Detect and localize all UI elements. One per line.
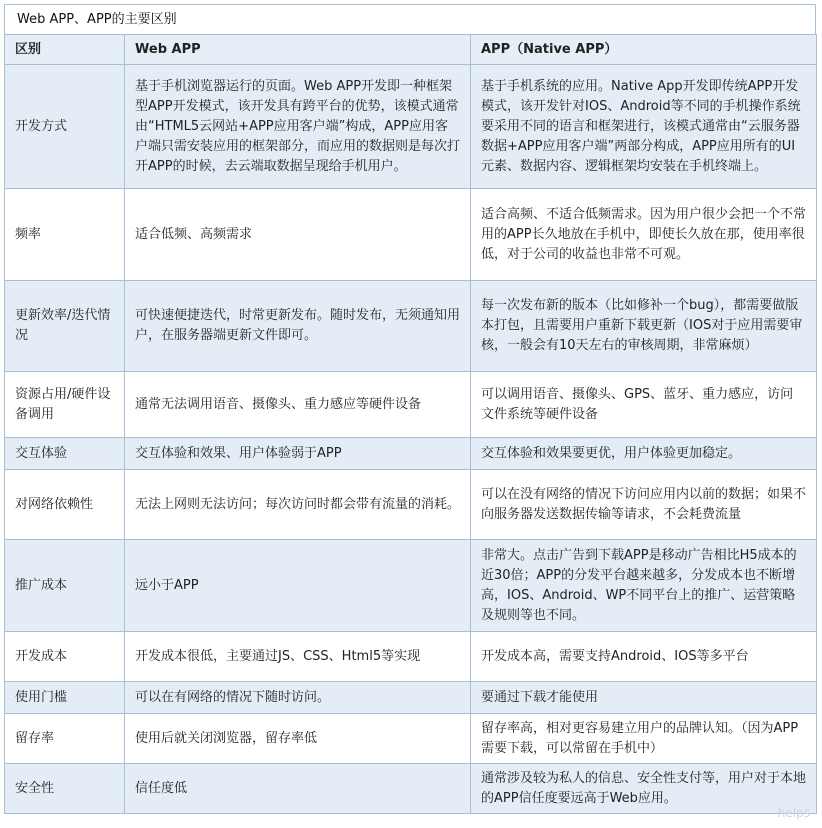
web-app-cell: 通常无法调用语音、摄像头、重力感应等硬件设备 [125, 372, 471, 438]
comparison-table [4, 34, 817, 814]
header-row [5, 35, 817, 65]
header-web-app: Web APP [125, 35, 471, 65]
row-label: 开发方式 [5, 65, 125, 189]
native-app-cell: 非常大。点击广告到下载APP是移动广告相比H5成本的近30倍；APP的分发平台越来越多，分发成本也不断增高，IOS、Android、WP不同平台上的推广、运营策略及规则等也不同。 [471, 540, 817, 632]
web-app-cell: 开发成本很低，主要通过JS、CSS、Html5等实现 [125, 632, 471, 682]
watermark: helps [777, 806, 810, 820]
web-app-cell: 使用后就关闭浏览器，留存率低 [125, 714, 471, 764]
web-app-cell: 适合低频、高频需求 [125, 189, 471, 281]
header-native-app: APP（Native APP） [471, 35, 817, 65]
table-row [5, 438, 817, 470]
table-row [5, 682, 817, 714]
web-app-cell: 交互体验和效果、用户体验弱于APP [125, 438, 471, 470]
native-app-cell: 留存率高，相对更容易建立用户的品牌认知。（因为APP需要下载，可以常留在手机中） [471, 714, 817, 764]
native-app-cell: 基于手机系统的应用。Native App开发即传统APP开发模式，该开发针对IOS、Android等不同的手机操作系统要采用不同的语言和框架进行，该模式通常由“云服务器数据+APP应用客户端”两部分构成，APP应用所有的UI元素、数据内容、逻辑框架均安装在手机终端上。 [471, 65, 817, 189]
web-app-cell: 基于手机浏览器运行的页面。Web APP开发即一种框架型APP开发模式，该开发具有跨平台的优势，该模式通常由“HTML5云网站+APP应用客户端”构成，APP应用客户端只需安装应用的框架部分，而应用的数据则是每次打开APP的时候，去云端取数据呈现给手机用户。 [125, 65, 471, 189]
web-app-cell: 信任度低 [125, 764, 471, 814]
web-app-cell: 远小于APP [125, 540, 471, 632]
native-app-cell: 要通过下载才能使用 [471, 682, 817, 714]
table-row [5, 540, 817, 632]
table-row [5, 714, 817, 764]
table-row [5, 470, 817, 540]
row-label: 更新效率/迭代情况 [5, 281, 125, 372]
table-caption: Web APP、APP的主要区别 [4, 4, 816, 34]
header-difference: 区别 [5, 35, 125, 65]
table-row [5, 281, 817, 372]
row-label: 使用门槛 [5, 682, 125, 714]
row-label: 开发成本 [5, 632, 125, 682]
native-app-cell: 可以在没有网络的情况下访问应用内以前的数据；如果不向服务器发送数据传输等请求，不会耗费流量 [471, 470, 817, 540]
row-label: 留存率 [5, 714, 125, 764]
row-label: 资源占用/硬件设备调用 [5, 372, 125, 438]
web-app-cell: 可快速便捷迭代，时常更新发布。随时发布，无须通知用户，在服务器端更新文件即可。 [125, 281, 471, 372]
native-app-cell: 每一次发布新的版本（比如修补一个bug），都需要做版本打包，且需要用户重新下载更新（IOS对于应用需要审核，一般会有10天左右的审核周期，非常麻烦） [471, 281, 817, 372]
table-row [5, 65, 817, 189]
row-label: 交互体验 [5, 438, 125, 470]
native-app-cell: 交互体验和效果要更优，用户体验更加稳定。 [471, 438, 817, 470]
table-row [5, 632, 817, 682]
native-app-cell: 开发成本高，需要支持Android、IOS等多平台 [471, 632, 817, 682]
native-app-cell: 适合高频、不适合低频需求。因为用户很少会把一个不常用的APP长久地放在手机中，即使长久放在那，使用率很低，对于公司的收益也非常不可观。 [471, 189, 817, 281]
row-label: 安全性 [5, 764, 125, 814]
table-row [5, 764, 817, 814]
native-app-cell: 通常涉及较为私人的信息、安全性支付等，用户对于本地的APP信任度要远高于Web应用。 [471, 764, 817, 814]
row-label: 对网络依赖性 [5, 470, 125, 540]
row-label: 频率 [5, 189, 125, 281]
native-app-cell: 可以调用语音、摄像头、GPS、蓝牙、重力感应，访问文件系统等硬件设备 [471, 372, 817, 438]
row-label: 推广成本 [5, 540, 125, 632]
table-row [5, 372, 817, 438]
table-row [5, 189, 817, 281]
web-app-cell: 可以在有网络的情况下随时访问。 [125, 682, 471, 714]
web-app-cell: 无法上网则无法访问；每次访问时都会带有流量的消耗。 [125, 470, 471, 540]
